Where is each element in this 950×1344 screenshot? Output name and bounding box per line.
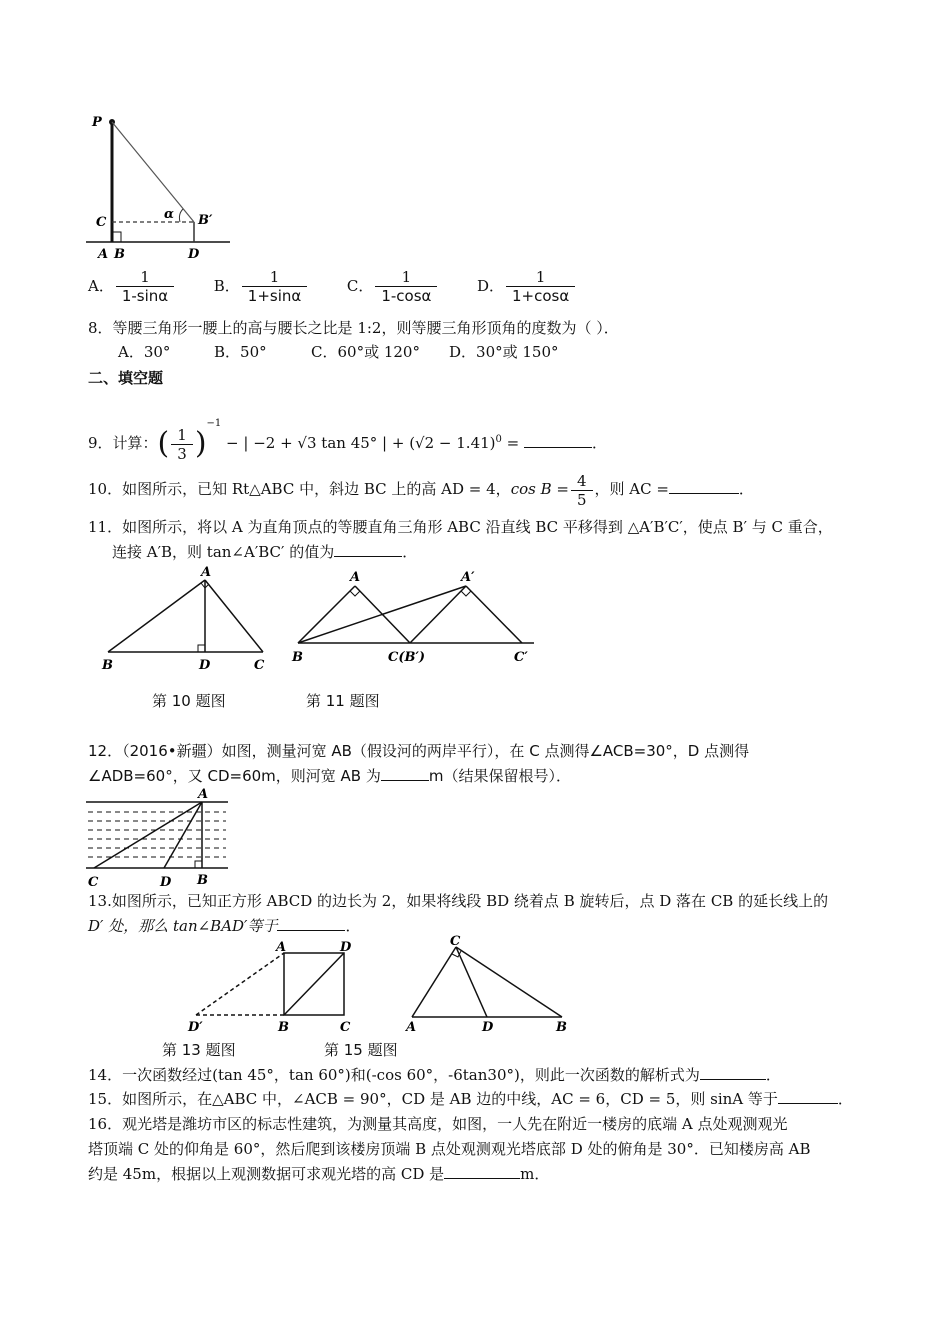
q8-option-b[interactable]: B．50° — [214, 343, 267, 361]
label-c: C — [254, 658, 265, 673]
figure-q11 — [288, 563, 538, 675]
q12-line2: ∠ADB=60°，又 CD=60m，则河宽 AB 为 m（结果保留根号）． — [88, 767, 571, 785]
q16-line2: 塔顶端 C 处的仰角是 60°，然后爬到该楼房顶端 B 点处观测观光塔底部 D 处的俯角是 30°．已知楼房高 AB — [88, 1140, 811, 1158]
label-cbprime: C(B′) — [388, 650, 426, 665]
q13-answer-blank[interactable] — [277, 916, 345, 931]
caption-fig10: 第 10 题图 — [152, 692, 226, 710]
label-a: A — [98, 247, 109, 262]
q16-line3: 约是 45m，根据以上观测数据可求观光塔的高 CD 是 m． — [88, 1165, 550, 1183]
figure-q13 — [182, 935, 362, 1035]
label-a: A — [276, 940, 287, 955]
caption-fig11: 第 11 题图 — [306, 692, 380, 710]
q13-line2: D′ 处，那么 tan∠BAD′等于 ． — [88, 917, 361, 935]
label-d: D — [199, 658, 211, 673]
label-alpha: α — [164, 207, 175, 222]
q16-line1: 16．观光塔是潍坊市区的标志性建筑，为测量其高度，如图，一人先在附近一楼房的底端 A 点处观测观光 — [88, 1115, 788, 1133]
q7-option-c[interactable]: C． $\frac{1}{1-\cos\alpha}$ — [347, 277, 440, 295]
q16-answer-blank[interactable] — [444, 1164, 520, 1179]
figure-q7 — [86, 108, 236, 266]
q12-line1: 12．（2016•新疆）如图，测量河宽 AB（假设河的两岸平行），在 C 点测得∠ACB=30°，D 点测得 — [88, 742, 750, 760]
q12-answer-blank[interactable] — [381, 766, 429, 781]
label-c: C — [96, 215, 107, 230]
caption-fig15: 第 15 题图 — [324, 1041, 398, 1059]
q7-option-b[interactable]: B． $\frac{1}{1+\sin\alpha}$ — [214, 277, 310, 295]
label-b: B — [102, 658, 113, 673]
label-c: C — [450, 935, 461, 949]
q7-option-a[interactable]: A． $\frac{1}{1-\sin\alpha}$ — [88, 277, 176, 295]
label-cprime: C′ — [514, 650, 528, 665]
q14-answer-blank[interactable] — [700, 1065, 766, 1080]
q8-option-c[interactable]: C．60°或 120° — [311, 343, 420, 361]
label-d: D — [188, 247, 200, 262]
label-b: B — [556, 1020, 567, 1035]
line-pb — [112, 122, 194, 222]
q9-answer-blank[interactable] — [524, 433, 592, 448]
label-d: D — [482, 1020, 494, 1035]
q13-line1: 13.如图所示，已知正方形 ABCD 的边长为 2，如果将线段 BD 绕着点 B 旋转后，点 D 落在 CB 的延长线上的 — [88, 892, 829, 910]
label-c: C — [88, 875, 99, 888]
label-aprime: A′ — [461, 570, 475, 585]
label-b: B — [292, 650, 303, 665]
label-d: D — [160, 875, 172, 888]
label-p: P — [92, 115, 102, 130]
label-a: A — [198, 787, 209, 802]
q15: 15．如图所示，在△ABC 中，∠ACB = 90°，CD 是 AB 边的中线，AC = 6，CD = 5，则 sinA 等于 ． — [88, 1090, 853, 1108]
q10-answer-blank[interactable] — [669, 479, 739, 494]
q8-stem: 8．等腰三角形一腰上的高与腰长之比是 1:2，则等腰三角形顶角的度数为（ ）． — [88, 319, 619, 337]
label-b: B — [278, 1020, 289, 1035]
q7-options — [88, 268, 577, 305]
figure-q12 — [86, 786, 231, 888]
label-dprime: D′ — [188, 1020, 203, 1035]
q11-line1: 11．如图所示，将以 A 为直角顶点的等腰直角三角形 ABC 沿直线 BC 平移得到 △A′B′C′，使点 B′ 与 C 重合， — [88, 518, 833, 536]
q14: 14．一次函数经过(tan 45°，tan 60°)和(-cos 60°，-6tan30°)，则此一次函数的解析式为 ． — [88, 1066, 781, 1084]
q8-option-d[interactable]: D．30°或 150° — [449, 343, 559, 361]
label-b: B — [197, 873, 208, 888]
label-bprime: B′ — [198, 213, 213, 228]
q8-option-a[interactable]: A．30° — [118, 343, 171, 361]
caption-fig13: 第 13 题图 — [162, 1041, 236, 1059]
q11-answer-blank[interactable] — [334, 542, 402, 557]
q15-answer-blank[interactable] — [778, 1089, 838, 1104]
figure-q10 — [98, 563, 278, 675]
q11-line2: 连接 A′B，则 tan∠A′BC′ 的值为 ． — [112, 543, 418, 561]
label-d: D — [340, 940, 352, 955]
q7-option-d[interactable]: D． $\frac{1}{1+\cos\alpha}$ — [477, 277, 577, 295]
alpha-arc — [179, 209, 183, 222]
label-a: A — [406, 1020, 417, 1035]
label-c: C — [340, 1020, 351, 1035]
q9: 9．计算：( $\frac{1}{3}$ )$^{-1}$ − | −2 + √3 tan 45° | + $(√2 - 1.41)^0$ = ． — [88, 418, 608, 463]
section-heading: 二、填空题 — [88, 369, 164, 387]
label-a: A — [201, 565, 212, 580]
label-a: A — [350, 570, 361, 585]
figure-q15 — [400, 935, 575, 1035]
label-b: B — [114, 247, 125, 262]
q10: 10．如图所示，已知 Rt△ABC 中，斜边 BC 上的高 AD = 4，cos B = $\frac{4}{5}$ ，则 AC = ． — [88, 471, 754, 509]
